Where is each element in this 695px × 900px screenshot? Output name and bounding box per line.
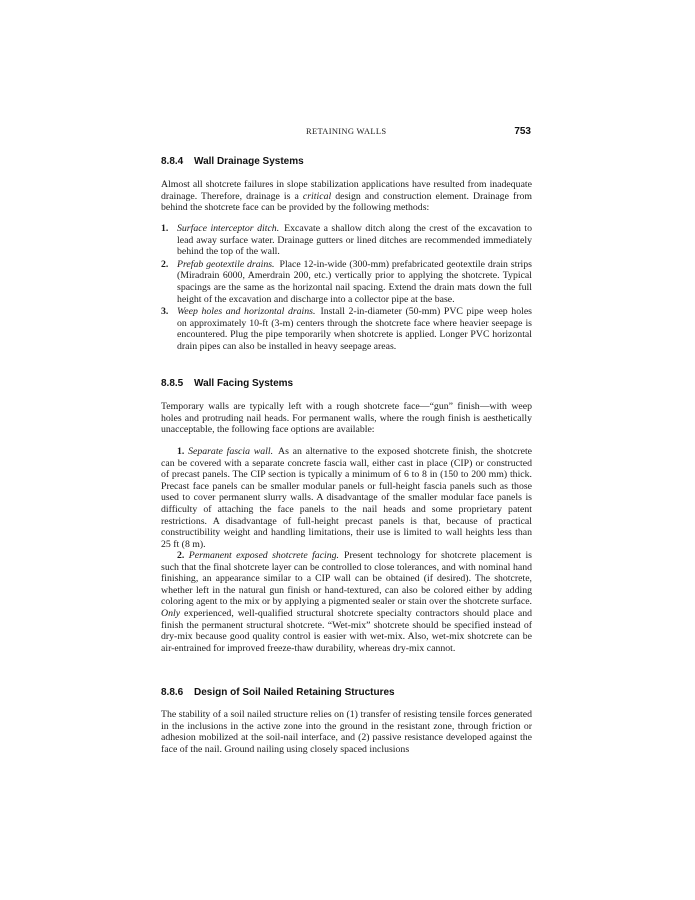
running-title: RETAINING WALLS — [306, 126, 387, 136]
page-number: 753 — [514, 126, 531, 137]
section-number: 8.8.6 — [161, 687, 184, 698]
list-item — [161, 223, 532, 258]
section-heading-soil-nailed-design — [161, 687, 395, 698]
list-item-number: 3. — [161, 306, 169, 318]
list-item-number: 1. — [161, 223, 169, 234]
option-lead: Separate fascia wall. — [188, 446, 274, 457]
option-number: 2. — [177, 550, 185, 561]
list-item-text: Excavate a shallow ditch along the crest of the excavation to lead away surface water. Drainage gutters or lined ditches are recommended immediately behind the top of the wall. — [177, 223, 532, 258]
facing-option-exposed-shotcrete: 2. Permanent exposed shotcrete facing. Present technology for shotcrete placement is such that the final shotcrete layer can be controlled to close tolerances, and with nominal hand finishing, an appearance similar to a CIP wall can be obtained (if desired). The shotcrete, whether left in the natural gun finish or hand-textured, can also be colored either by adding coloring agent to the mix or by applying a pigmented sealer or stain over the shotcrete surface. Only experienced, well-qualified structural shotcrete specialty contractors should place and finish the permanent structural shotcrete. “Wet-mix” shotcrete should be specified instead of dry-mix because good quality control is easier with wet-mix. Also, wet-mix shotcrete can be air-entrained for improved freeze-thaw durability, whereas dry-mix cannot. — [161, 550, 532, 654]
running-head — [161, 126, 531, 140]
list-item-lead: Prefab geotextile drains. — [177, 258, 275, 270]
facing-intro-paragraph: Temporary walls are typically left with a rough shotcrete face—“gun” finish—with weep holes and protruding nail heads. For permanent walls, where the rough finish is aesthetically unacceptable, the following face options are available: — [161, 401, 532, 436]
list-item — [161, 259, 532, 305]
facing-option-fascia-wall — [161, 446, 532, 550]
section-number: 8.8.5 — [161, 378, 184, 389]
section-title: Wall Facing Systems — [194, 378, 294, 389]
list-item-text: Install 2-in-diameter (50-mm) PVC pipe weep holes on approximately 10-ft (3-m) centers through the shotcrete face where heavier seepage is encountered. Plug the pipe temporarily when shotcrete is applied. Longer PVC horizontal drain pipes can also be installed in heavy seepage areas. — [177, 306, 532, 352]
drainage-methods-list — [161, 223, 532, 354]
option-number: 1. — [177, 446, 185, 457]
section-heading-wall-facing — [161, 378, 293, 389]
list-item-number: 2. — [161, 258, 169, 270]
list-item — [161, 306, 532, 352]
section-title: Wall Drainage Systems — [194, 156, 304, 167]
soil-nail-design-paragraph: The stability of a soil nailed structure relies on (1) transfer of resisting tensile forces generated in the inclusions in the active zone into the ground in the resistant zone, through friction or adhesion mobilized at the soil-nail interface, and (2) passive resistance developed against the face of the nail. Ground nailing using closely spaced inclusions — [161, 709, 532, 755]
section-number: 8.8.4 — [161, 156, 184, 167]
list-item-lead: Surface interceptor ditch. — [177, 223, 280, 234]
option-text: As an alternative to the exposed shotcrete finish, the shotcrete can be covered with a separate concrete fascia wall, either cast in place (CIP) or constructed of precast panels. The CIP section is typically a minimum of 6 to 8 in (150 to 200 mm) thick. Precast face panels can be smaller modular panels or full-height fascia panels such as those used to cover permanent slurry walls. A disadvantage of the smaller modular face panels is difficulty of attaching the face panels to the nail heads and some proprietary patent restrictions. A disadvantage of full-height precast panels is that, because of practical constructibility weight and handling limitations, their use is limited to wall heights less than 25 ft (8 m). — [161, 446, 533, 550]
emphasis-critical: critical — [302, 190, 332, 202]
emphasis-only: Only — [161, 607, 181, 619]
option-lead: Permanent exposed shotcrete facing. — [188, 550, 340, 561]
list-item-text: Place 12-in-wide (300-mm) prefabricated geotextile drain strips (Miradrain 6000, Amerdrain 200, etc.) vertically prior to applying the shotcrete. Typical spacings are the same as the horizontal nail spacing. Extend the drain mats down the full height of the excavation and discharge into a collector pipe at the base. — [177, 258, 532, 305]
section-heading-wall-drainage — [161, 156, 304, 167]
drainage-intro-paragraph: Almost all shotcrete failures in slope stabilization applications have resulted from inadequate drainage. Therefore, drainage is a critical design and construction element. Drainage from behind the shotcrete face can be provided by the following methods: — [161, 179, 532, 214]
list-item-lead: Weep holes and horizontal drains. — [177, 306, 316, 318]
section-title: Design of Soil Nailed Retaining Structures — [194, 687, 395, 698]
